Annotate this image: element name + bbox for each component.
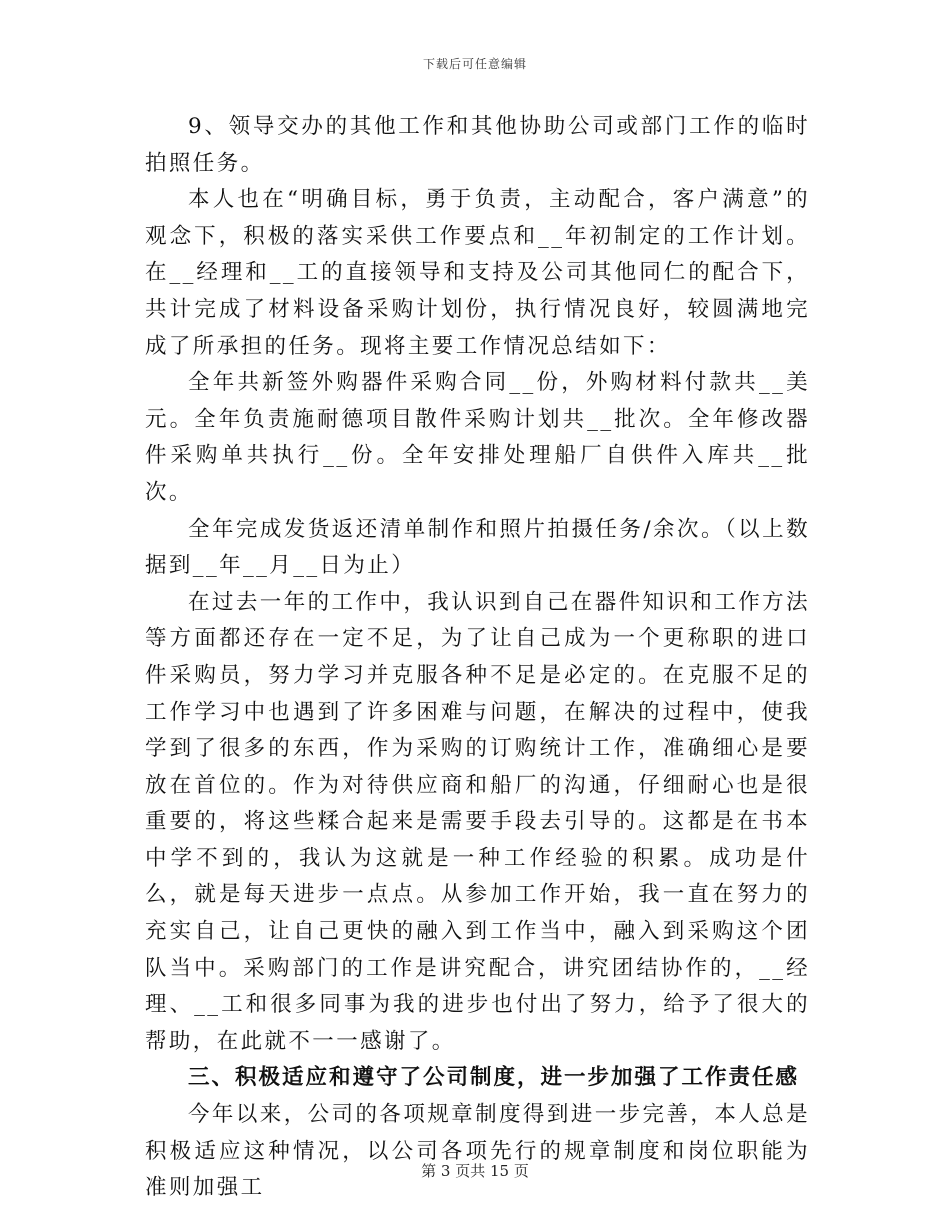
section-heading: 三、积极适应和遵守了公司制度，进一步加强了工作责任感 [188,1065,800,1091]
paragraph-rules: 今年以来，公司的各项规章制度得到进一步完善，本人总是积极适应这种情况，以公司各项先行的规章制度和岗位职能为准则加强工 [145,1102,810,1201]
paragraph-yearly-stats: 全年共新签外购器件采购合同__份，外购材料付款共__美元。全年负责施耐德项目散件采购计划共__批次。全年修改器件采购单共执行__份。全年安排处理船厂自供件入库共__批次。 [145,370,810,505]
paragraph-reflection: 在过去一年的工作中，我认识到自己在器件知识和工作方法等方面都还存在一定不足，为了让自己成为一个更称职的进口件采购员，努力学习并克服各种不足是必定的。在克服不足的工作学习中也遇到了许多困难与问题，在解决的过程中，使我学到了很多的东西，作为采购的订购统计工作，准确细心是要放在首位的。作为对待供应商和船厂的沟通，仔细耐心也是很重要的，将这些糅合起来是需要手段去引导的。这都是在书本中学不到的，我认为这就是一种工作经验的积累。成功是什么，就是每天进步一点点。从参加工作开始，我一直在努力的充实自己，让自己更快的融入到工作当中，融入到采购这个团队当中。采购部门的工作是讲究配合，讲究团结协作的，__经理、__工和很多同事为我的进步也付出了努力，给予了很大的帮助，在此就不一一感谢了。 [145,589,810,1054]
document-body [145,109,810,1207]
page-header: 下载后可任意编辑 [422,57,527,71]
paragraph-shipping-stats: 全年完成发货返还清单制作和照片拍摄任务/余次。（以上数据到__年__月__日为止） [145,516,810,579]
paragraph-task-9: 9、领导交办的其他工作和其他协助公司或部门工作的临时拍照任务。 [145,114,810,176]
page-number: 第 3 页共 15 页 [421,1162,529,1180]
paragraph-intro: 本人也在“明确目标，勇于负责，主动配合，客户满意”的观念下，积极的落实采供工作要点和__年初制定的工作计划。在__经理和__工的直接领导和支持及公司其他同仁的配合下，共计完成了材料设备采购计划份，执行情况良好，较圆满地完成了所承担的任务。现将主要工作情况总结如下： [145,187,810,359]
